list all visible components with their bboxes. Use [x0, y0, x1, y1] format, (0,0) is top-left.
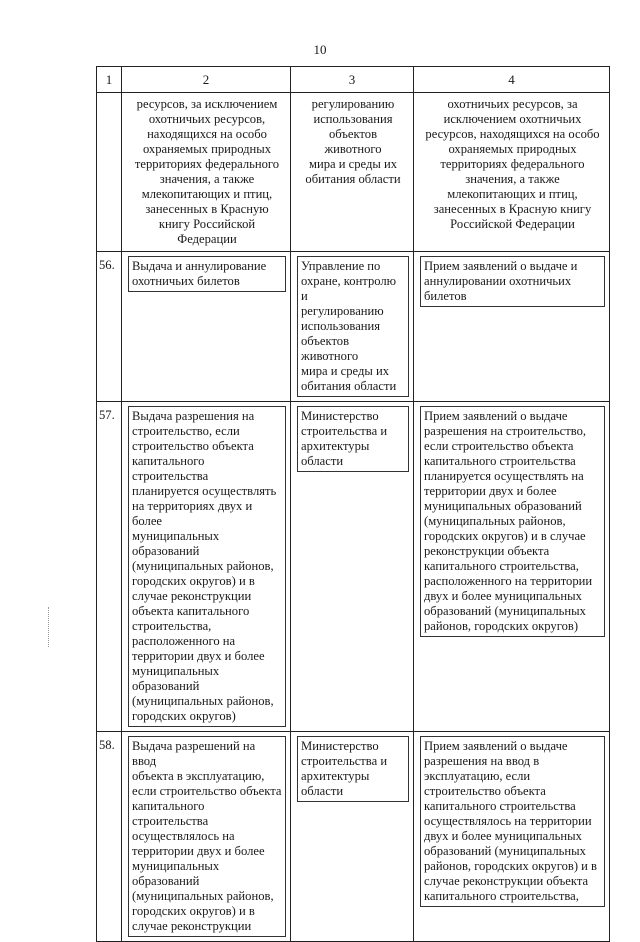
text-line: регулированию: [301, 304, 384, 318]
text-line: билетов: [424, 289, 467, 303]
text-line: объектов животного: [324, 127, 382, 156]
table-body: [97, 93, 610, 942]
row-number: 56.: [97, 252, 122, 402]
text-line: занесенных в Красную книгу: [433, 202, 592, 216]
text-line: случае реконструкции: [132, 589, 252, 603]
text-line: осуществлялось на территории: [424, 814, 592, 828]
text-line: охране, контролю и: [301, 274, 397, 303]
text-line: Выдача и аннулирование: [132, 259, 267, 273]
text-line: муниципальных: [132, 664, 220, 678]
text-line: муниципальных: [132, 529, 220, 543]
text-line: планируется осуществлять: [132, 484, 277, 498]
text-line: образований (муниципальных: [424, 604, 586, 618]
text-line: (муниципальных районов,: [132, 889, 274, 903]
text-line: капитального строительства: [132, 799, 209, 828]
function-cell: [414, 93, 610, 252]
text-line: капитального строительства: [424, 799, 576, 813]
text-line: значения, а также: [159, 172, 255, 186]
service-cell-text: [128, 256, 286, 292]
text-line: значения, а также: [465, 172, 560, 186]
text-line: строительство объекта: [132, 439, 254, 453]
text-line: городских округов) и в: [132, 904, 255, 918]
text-line: муниципальных: [132, 859, 220, 873]
text-line: случае реконструкции объекта: [424, 874, 589, 888]
text-line: строительства и: [301, 754, 388, 768]
text-line: образований: [132, 679, 200, 693]
service-cell: [122, 732, 291, 942]
text-line: районов, городских округов): [424, 619, 579, 633]
text-line: районов, городских округов) и в: [424, 859, 597, 873]
service-cell: [122, 93, 291, 252]
service-cell-text: [128, 97, 286, 247]
text-line: книгу Российской: [158, 217, 256, 231]
text-line: Выдача разрешений на ввод: [132, 739, 256, 768]
text-line: строительство объекта: [424, 784, 546, 798]
text-line: образований: [132, 874, 200, 888]
function-cell: [414, 252, 610, 402]
text-line: мира и среды их: [309, 157, 397, 171]
text-line: территориях федерального: [134, 157, 280, 171]
column-header-1: 1: [97, 67, 122, 93]
text-line: реконструкции объекта: [424, 544, 550, 558]
function-cell: [414, 402, 610, 732]
table-row: [97, 93, 610, 252]
text-line: млекопитающих и птиц,: [447, 187, 578, 201]
text-line: Прием заявлений о выдаче: [424, 409, 568, 423]
text-line: охраняемых природных: [448, 142, 577, 156]
text-line: расположенного на территории: [424, 574, 593, 588]
text-line: обитания области: [305, 172, 401, 186]
function-cell-text: [420, 97, 605, 232]
text-line: объекта в эксплуатацию,: [132, 769, 265, 783]
text-line: осуществлялось на: [132, 829, 235, 843]
service-cell: [122, 402, 291, 732]
text-line: (муниципальных районов,: [132, 694, 274, 708]
text-line: планируется осуществлять на: [424, 469, 584, 483]
authority-cell: [291, 732, 414, 942]
text-line: ресурсов, находящихся на особо: [425, 127, 600, 141]
table-row: [97, 402, 610, 732]
text-line: объектов животного: [301, 334, 359, 363]
authority-cell-text: [297, 256, 409, 397]
text-line: охотничьих ресурсов,: [148, 112, 266, 126]
text-line: Министерство: [301, 409, 379, 423]
text-line: капитального строительства,: [424, 889, 579, 903]
text-line: архитектуры области: [301, 439, 370, 468]
text-line: если строительство объекта: [132, 784, 282, 798]
text-line: строительства,: [132, 619, 212, 633]
text-line: Прием заявлений о выдаче и: [424, 259, 578, 273]
text-line: аннулировании охотничьих: [424, 274, 572, 288]
text-line: млекопитающих и птиц,: [141, 187, 273, 201]
text-line: капитального строительства: [132, 454, 209, 483]
text-line: строительства и: [301, 424, 388, 438]
text-line: охраняемых природных: [142, 142, 272, 156]
text-line: Федерации: [177, 232, 237, 246]
text-line: расположенного на: [132, 634, 236, 648]
text-line: разрешения на ввод в: [424, 754, 540, 768]
text-line: территории двух и более: [132, 844, 265, 858]
text-line: регулированию: [311, 97, 395, 111]
service-cell-text: [128, 406, 286, 727]
text-line: мира и среды их: [301, 364, 389, 378]
column-header-2: 2: [122, 67, 291, 93]
function-cell-text: [420, 406, 605, 637]
text-line: случае реконструкции: [132, 919, 252, 933]
text-line: двух и более муниципальных: [424, 829, 582, 843]
services-table: [96, 66, 610, 942]
text-line: архитектуры области: [301, 769, 370, 798]
text-line: городских округов) и в случае: [424, 529, 586, 543]
text-line: городских округов): [132, 709, 236, 723]
text-line: капитального строительства: [424, 454, 576, 468]
text-line: обитания области: [301, 379, 397, 393]
text-line: если строительство объекта: [424, 439, 574, 453]
text-line: охотничьих билетов: [132, 274, 240, 288]
text-line: использования: [313, 112, 393, 126]
text-line: эксплуатацию, если: [424, 769, 531, 783]
service-cell-text: [128, 736, 286, 937]
margin-mark: [48, 607, 50, 647]
service-cell: [122, 252, 291, 402]
text-line: разрешения на строительство,: [424, 424, 587, 438]
text-line: Российской Федерации: [450, 217, 575, 231]
table-row: [97, 732, 610, 942]
authority-cell-text: [297, 406, 409, 472]
column-header-3: 3: [291, 67, 414, 93]
text-line: использования: [301, 319, 381, 333]
text-line: (муниципальных районов,: [132, 559, 274, 573]
text-line: строительство, если: [132, 424, 240, 438]
text-line: двух и более муниципальных: [424, 589, 582, 603]
text-line: территории двух и более: [424, 484, 557, 498]
text-line: территории двух и более: [132, 649, 265, 663]
text-line: на территориях двух и более: [132, 499, 253, 528]
function-cell: [414, 732, 610, 942]
text-line: находящихся на особо: [147, 127, 267, 141]
authority-cell: [291, 93, 414, 252]
column-header-4: 4: [414, 67, 610, 93]
text-line: ресурсов, за исключением: [136, 97, 278, 111]
text-line: образований: [132, 544, 200, 558]
text-line: Министерство: [301, 739, 379, 753]
text-line: исключением охотничьих: [443, 112, 582, 126]
text-line: Выдача разрешения на: [132, 409, 255, 423]
row-number: 57.: [97, 402, 122, 732]
text-line: образований (муниципальных: [424, 844, 586, 858]
page-number: 10: [313, 42, 327, 57]
function-cell-text: [420, 256, 605, 307]
table-header-row: [97, 67, 610, 93]
authority-cell: [291, 402, 414, 732]
text-line: охотничьих ресурсов, за: [447, 97, 578, 111]
text-line: территориях федерального: [440, 157, 585, 171]
authority-cell: [291, 252, 414, 402]
function-cell-text: [420, 736, 605, 907]
text-line: занесенных в Красную: [145, 202, 269, 216]
row-number: 58.: [97, 732, 122, 942]
table-row: [97, 252, 610, 402]
text-line: городских округов) и в: [132, 574, 255, 588]
text-line: (муниципальных районов,: [424, 514, 566, 528]
authority-cell-text: [297, 736, 409, 802]
row-number: [97, 93, 122, 252]
text-line: капитального строительства,: [424, 559, 579, 573]
text-line: муниципальных образований: [424, 499, 582, 513]
text-line: Прием заявлений о выдаче: [424, 739, 568, 753]
text-line: объекта капитального: [132, 604, 250, 618]
authority-cell-text: [297, 97, 409, 187]
text-line: Управление по: [301, 259, 381, 273]
